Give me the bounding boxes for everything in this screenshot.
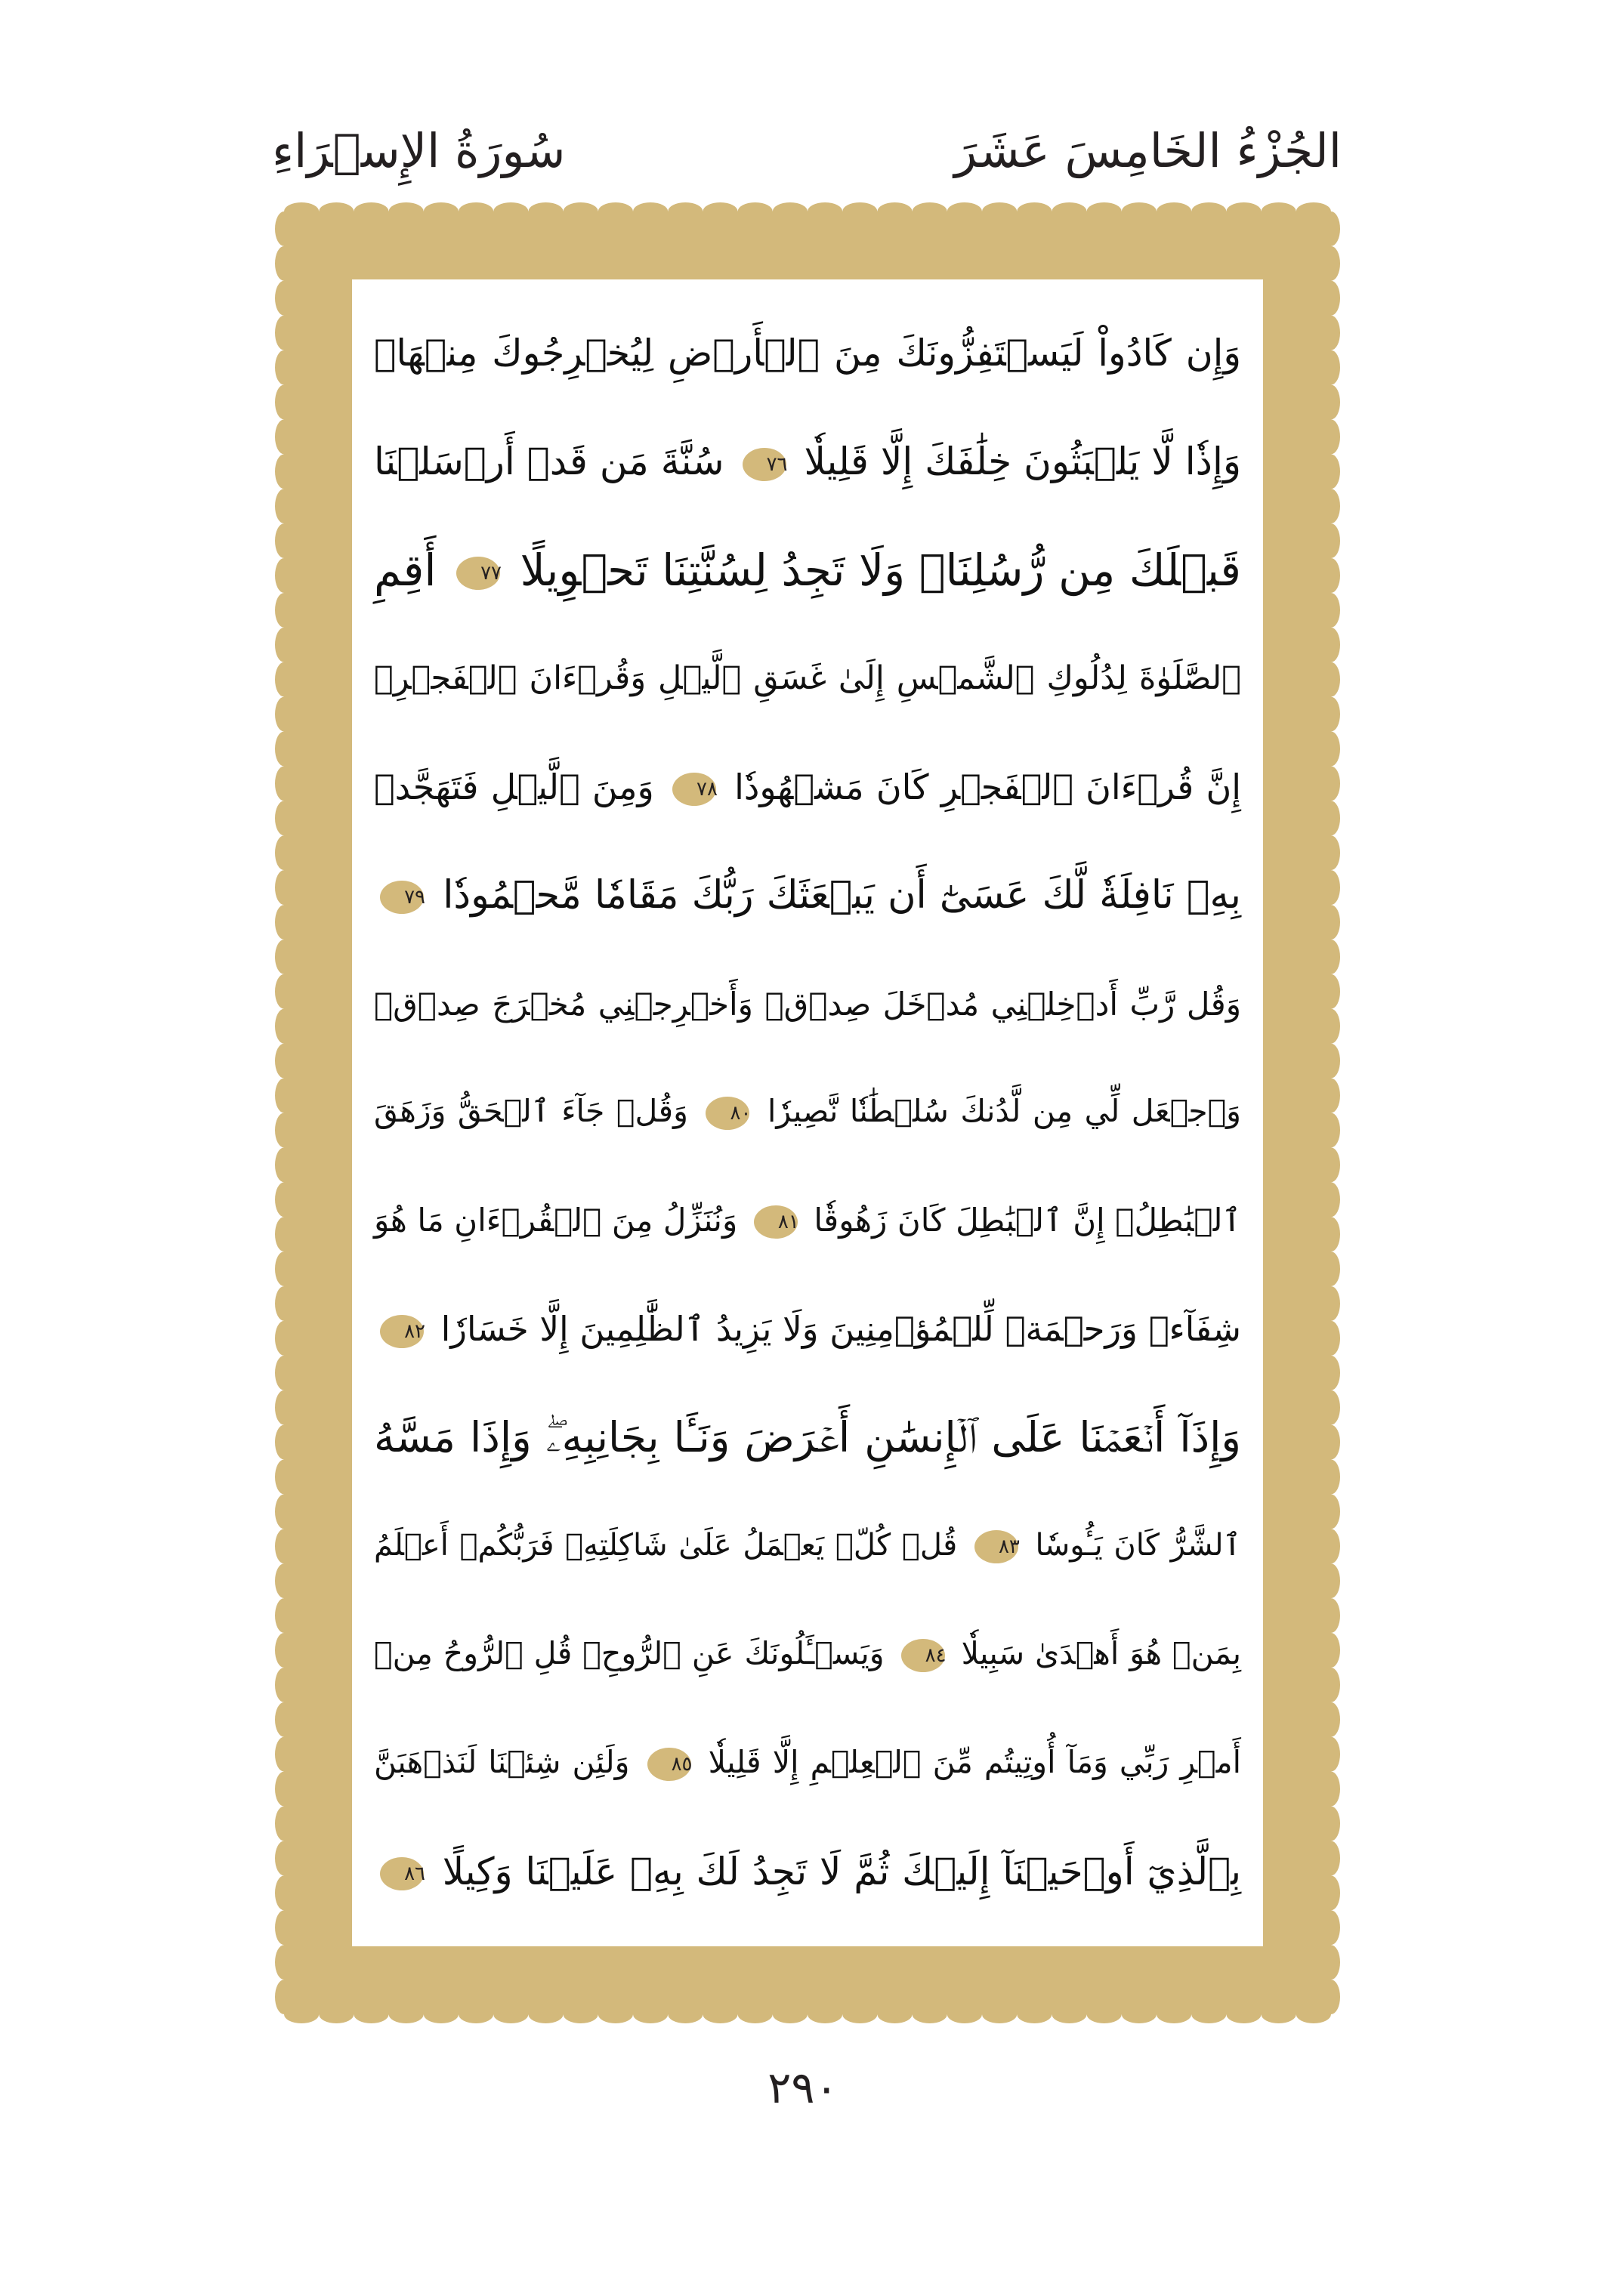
verse-text: بِهِۦ نَافِلَةٗ لَّكَ عَسَىٰٓ أَن يَبۡعَثَكَ رَبُّكَ مَقَامٗا مَّحۡمُودٗا: [443, 873, 1241, 918]
line-content: [374, 332, 1241, 375]
ayah-number: ٨٦: [404, 1862, 425, 1886]
surah-title: سُورَةُ الإِسۡرَاءِ: [272, 123, 566, 178]
page-number: ٢٩٠: [767, 2062, 839, 2113]
line-content: [374, 1850, 1241, 1893]
verse-text: ٱلۡبَٰطِلُۚ إِنَّ ٱلۡبَٰطِلَ كَانَ زَهُوقٗا: [814, 1201, 1241, 1239]
text-line: [374, 733, 1241, 841]
line-content: [374, 1744, 1241, 1782]
ayah-number-marker: [646, 1746, 693, 1782]
text-line: [374, 841, 1241, 949]
verse-text: وَإِذَآ أَنۡعَمۡنَا عَلَى ٱلۡإِنسَٰنِ أَعۡرَضَ وَنَـَٔا بِجَانِبِهِۦۖ وَإِذَا مَسَّهُ: [374, 1413, 1241, 1461]
line-content: [374, 659, 1241, 697]
verse-text: إِنَّ قُرۡءَانَ ٱلۡفَجۡرِ كَانَ مَشۡهُودٗا: [734, 766, 1242, 807]
line-content: [374, 1202, 1241, 1241]
text-line: [374, 1492, 1241, 1600]
ayah-number: ٧٨: [696, 778, 718, 801]
verse-text: ٱلصَّلَوٰةَ لِدُلُوكِ ٱلشَّمۡسِ إِلَىٰ غَسَقِ ٱلَّيۡلِ وَقُرۡءَانَ ٱلۡفَجۡرِۖ: [374, 659, 1241, 698]
text-line: [374, 950, 1241, 1058]
juz-title: الجُزْءُ الخَامِسَ عَشَرَ: [954, 123, 1342, 178]
text-line: [374, 625, 1241, 733]
ayah-number: ٨١: [777, 1211, 799, 1234]
ayah-number-marker: [704, 1095, 751, 1131]
verse-text: بِٱلَّذِيٓ أَوۡحَيۡنَآ إِلَيۡكَ ثُمَّ لَا تَجِدُ لَكَ بِهِۦ عَلَيۡنَا وَكِيلًا: [442, 1849, 1241, 1893]
verse-text: وَإِذٗا لَّا يَلۡبَثُونَ خِلَٰفَكَ إِلَّا قَلِيلٗا: [804, 440, 1241, 484]
text-line: [374, 408, 1241, 516]
line-content: [374, 873, 1241, 918]
verse-text: وَقُل رَّبِّ أَدۡخِلۡنِي مُدۡخَلَ صِدۡقٖ وَأَخۡرِجۡنِي مُخۡرَجَ صِدۡقٖ: [374, 985, 1241, 1023]
ayah-number: ٨٢: [404, 1319, 425, 1343]
text-line: [374, 1817, 1241, 1925]
text-line: [374, 299, 1241, 407]
line-content: [374, 1093, 1241, 1131]
verse-text: وَقُلۡ جَآءَ ٱلۡحَقُّ وَزَهَقَ: [374, 1093, 688, 1130]
verse-text: وَنُنَزِّلُ مِنَ ٱلۡقُرۡءَانِ مَا هُوَ: [374, 1201, 738, 1239]
ayah-number: ٨٤: [925, 1644, 947, 1668]
verse-text: أَمۡرِ رَبِّي وَمَآ أُوتِيتُم مِّنَ ٱلۡعِلۡمِ إِلَّا قَلِيلٗا: [708, 1743, 1241, 1780]
ayah-number-marker: [378, 1313, 425, 1350]
line-content: [374, 1528, 1241, 1565]
line-content: [374, 767, 1241, 808]
line-content: [374, 1309, 1241, 1350]
text-line: [374, 516, 1241, 624]
verse-text: قَبۡلَكَ مِن رُّسُلِنَاۖ وَلَا تَجِدُ لِسُنَّتِنَا تَحۡوِيلًا: [520, 544, 1241, 596]
text-line: [374, 1167, 1241, 1275]
ayah-number: ٧٦: [766, 452, 788, 476]
line-content: [374, 986, 1241, 1023]
quran-text-area: [374, 299, 1241, 1927]
text-line: [374, 1275, 1241, 1383]
verse-text: وَمِنَ ٱلَّيۡلِ فَتَهَجَّدۡ: [374, 766, 654, 807]
verse-text: وَٱجۡعَل لِّي مِن لَّدُنكَ سُلۡطَٰنٗا نَّصِيرٗا: [767, 1093, 1241, 1130]
verse-text: بِمَنۡ هُوَ أَهۡدَىٰ سَبِيلٗا: [961, 1635, 1241, 1672]
ayah-number-marker: [378, 1856, 425, 1892]
ayah-number: ٧٧: [480, 561, 502, 585]
text-line: [374, 1600, 1241, 1708]
text-line: [374, 1384, 1241, 1492]
ayah-number: ٨٠: [730, 1102, 752, 1125]
verse-text: وَلَئِن شِئۡنَا لَنَذۡهَبَنَّ: [374, 1743, 630, 1780]
page-header: [272, 113, 1342, 189]
text-line: [374, 1058, 1241, 1166]
verse-text: قُلۡ كُلّٞ يَعۡمَلُ عَلَىٰ شَاكِلَتِهِۦ فَرَبُّكُمۡ أَعۡلَمُ: [374, 1527, 958, 1563]
ayah-number-marker: [973, 1529, 1020, 1565]
line-content: [374, 545, 1241, 596]
line-content: [374, 440, 1241, 483]
ayah-number: ٨٥: [671, 1752, 693, 1776]
verse-text: أَقِمِ: [374, 544, 437, 596]
ayah-number: ٧٩: [404, 886, 425, 909]
verse-text: وَإِن كَادُواْ لَيَسۡتَفِزُّونَكَ مِنَ ٱلۡأَرۡضِ لِيُخۡرِجُوكَ مِنۡهَاۖ: [374, 332, 1241, 375]
ayah-number-marker: [752, 1204, 799, 1240]
line-content: [374, 1635, 1241, 1674]
verse-text: شِفَآءٞ وَرَحۡمَةٞ لِّلۡمُؤۡمِنِينَ وَلَا يَزِيدُ ٱلظَّٰلِمِينَ إِلَّا خَسَارٗا: [440, 1308, 1241, 1349]
line-content: [374, 1413, 1241, 1462]
ayah-number-marker: [741, 446, 788, 483]
ayah-number-marker: [671, 771, 718, 807]
text-line: [374, 1709, 1241, 1817]
ayah-number: ٨٣: [998, 1535, 1020, 1558]
verse-text: ٱلشَّرُّ كَانَ يَـُٔوسٗا: [1035, 1527, 1241, 1563]
ayah-number-marker: [900, 1637, 947, 1674]
verse-text: وَيَسۡـَٔلُونَكَ عَنِ ٱلرُّوحِۖ قُلِ ٱلرُّوحُ مِنۡ: [374, 1635, 885, 1672]
verse-text: سُنَّةَ مَن قَدۡ أَرۡسَلۡنَا: [374, 440, 724, 484]
ayah-number-marker: [455, 555, 502, 591]
ayah-number-marker: [378, 879, 425, 915]
